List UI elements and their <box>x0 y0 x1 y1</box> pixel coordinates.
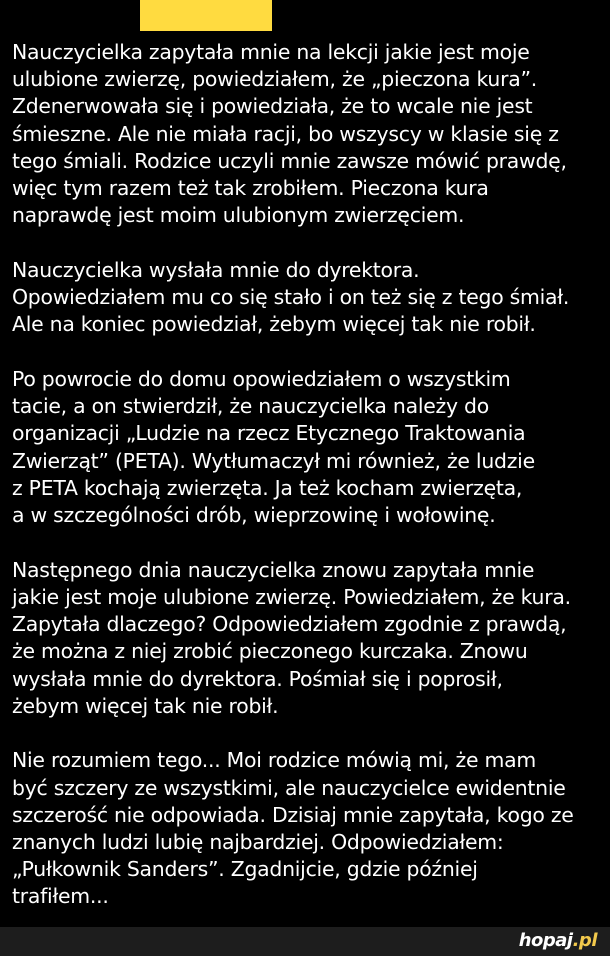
text-line: wysłała mnie do dyrektora. Pośmiał się i poprosił, <box>12 666 503 691</box>
text-line: Nauczycielka wysłała mnie do dyrektora. <box>12 257 420 282</box>
text-line: „Pułkownik Sanders”. Zgadnijcie, gdzie później <box>12 857 478 882</box>
text-line: tego śmiali. Rodzice uczyli mnie zawsze mówić prawdę, <box>12 148 567 173</box>
text-line: szczerość nie odpowiada. Dzisiaj mnie zapytała, kogo ze <box>12 802 574 827</box>
site-logo[interactable] <box>519 930 597 952</box>
text-line: Zwierząt” (PETA). Wytłumaczył mi również, że ludzie <box>12 448 535 473</box>
text-line: naprawdę jest moim ulubionym zwierzęciem. <box>12 203 465 228</box>
text-line: Nauczycielka zapytała mnie na lekcji jakie jest moje <box>12 40 530 64</box>
text-line: Następnego dnia nauczycielka znowu zapytała mnie <box>12 557 535 582</box>
text-line: śmieszne. Ale nie miała racji, bo wszyscy w klasie się z <box>12 121 559 146</box>
text-line: Opowiedziałem mu co się stało i on też się z tego śmiał. <box>12 285 570 310</box>
paragraph-3 <box>12 366 608 529</box>
logo-domain-suffix: .pl <box>572 930 597 951</box>
top-accent-bar <box>140 0 272 31</box>
text-line: znanych ludzi lubię najbardziej. Odpowiedziałem: <box>12 830 504 855</box>
paragraph-2 <box>12 257 608 339</box>
text-line: jakie jest moje ulubione zwierzę. Powiedziałem, że kura. <box>12 584 571 609</box>
paragraph-1 <box>12 39 608 229</box>
text-line: tacie, a on stwierdził, że nauczycielka należy do <box>12 394 489 419</box>
text-line: Po powrocie do domu opowiedziałem o wszystkim <box>12 367 511 392</box>
story-text <box>12 39 608 938</box>
text-line: że można z niej zrobić pieczonego kurczaka. Znowu <box>12 639 528 664</box>
text-line: ulubione zwierzę, powiedziałem, że „pieczona kura”. <box>12 67 538 92</box>
text-line: z PETA kochają zwierzęta. Ja też kocham zwierzęta, <box>12 475 523 500</box>
text-line: trafiłem... <box>12 884 109 909</box>
text-line: organizacji „Ludzie na rzecz Etycznego Traktowania <box>12 421 526 446</box>
footer-bar <box>0 927 610 956</box>
paragraph-4 <box>12 557 608 720</box>
text-line: Zapytała dlaczego? Odpowiedziałem zgodnie z prawdą, <box>12 612 567 637</box>
text-line: więc tym razem też tak zrobiłem. Pieczona kura <box>12 176 489 201</box>
paragraph-5 <box>12 747 608 910</box>
text-line: Nie rozumiem tego... Moi rodzice mówią mi, że mam <box>12 748 536 773</box>
text-line: a w szczególności drób, wieprzowinę i wołowinę. <box>12 503 496 528</box>
logo-main-text: hopaj <box>518 930 573 951</box>
text-line: Zdenerwowała się i powiedziała, że to wcale nie jest <box>12 94 533 119</box>
text-line: żebym więcej tak nie robił. <box>12 693 279 718</box>
text-line: Ale na koniec powiedział, żebym więcej tak nie robił. <box>12 312 536 337</box>
text-line: być szczery ze wszystkimi, ale nauczycielce ewidentnie <box>12 775 566 800</box>
